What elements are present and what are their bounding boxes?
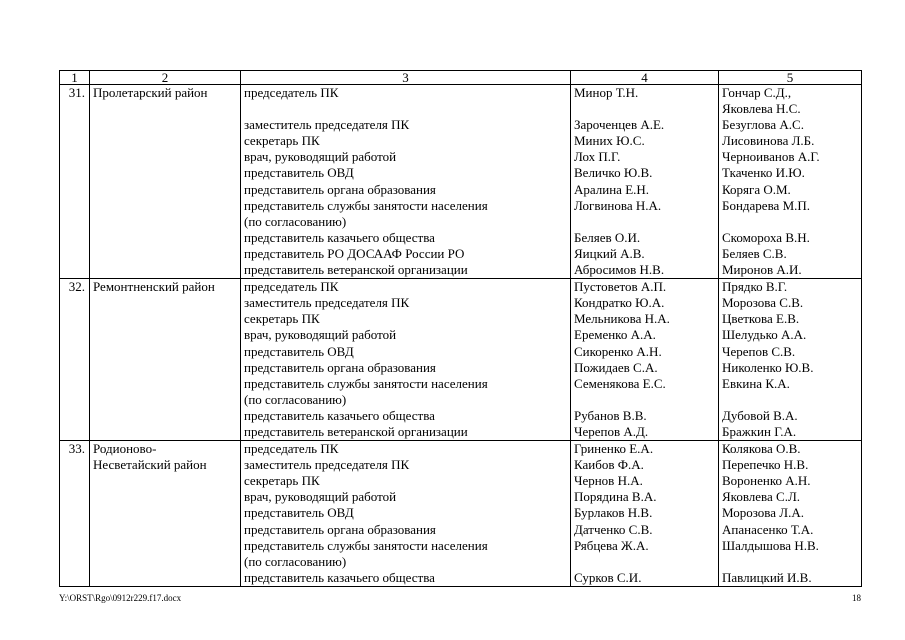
deputy-name: Вороненко А.Н.: [722, 473, 811, 489]
cell-members: [571, 85, 719, 279]
position-title: представитель службы занятости населения: [244, 197, 488, 213]
header-cell-member: 4: [571, 71, 719, 85]
member-name: Черепов А.Д.: [574, 423, 649, 439]
district-name: Родионово-: [93, 441, 157, 457]
deputy-name: Скомороха В.Н.: [722, 229, 810, 245]
position-title: (по согласованию): [244, 391, 347, 407]
position-title: заместитель председателя ПК: [244, 457, 410, 473]
member-name: Чернов Н.А.: [574, 473, 643, 489]
deputy-name: Безуглова А.С.: [722, 117, 804, 133]
member-name: Семенякова Е.С.: [574, 375, 666, 391]
cell-deputies: [719, 441, 862, 587]
member-name: Порядина В.А.: [574, 489, 657, 505]
cell-district: [90, 441, 241, 587]
member-name: Бурлаков Н.В.: [574, 505, 653, 521]
deputy-name: Черепов С.В.: [722, 343, 796, 359]
position-title: секретарь ПК: [244, 311, 320, 327]
position-title: представитель органа образования: [244, 359, 436, 375]
deputy-name: [722, 392, 858, 408]
table-row: [60, 441, 862, 587]
member-name: [574, 392, 715, 408]
position-title: представитель ОВД: [244, 343, 354, 359]
position-title: представитель РО ДОСААФ России РО: [244, 245, 465, 261]
member-name: Минор Т.Н.: [574, 85, 639, 100]
position-title: председатель ПК: [244, 279, 339, 295]
header-cell-position: 3: [241, 71, 571, 85]
cell-positions: [241, 85, 571, 279]
member-name: Величко Ю.В.: [574, 165, 653, 181]
deputy-name: Морозова С.В.: [722, 295, 804, 311]
position-title: врач, руководящий работой: [244, 327, 397, 343]
deputy-name: Шалдышова Н.В.: [722, 537, 819, 553]
deputy-name: Ткаченко И.Ю.: [722, 165, 805, 181]
member-name: [574, 214, 715, 230]
member-name: Аралина Е.Н.: [574, 181, 650, 197]
member-name: Датченко С.В.: [574, 521, 653, 537]
deputy-name: Николенко Ю.В.: [722, 359, 814, 375]
member-name: Пустоветов А.П.: [574, 279, 667, 295]
member-name: Сурков С.И.: [574, 569, 642, 585]
member-name: Гриненко Е.А.: [574, 441, 654, 457]
row-number: 32.: [60, 279, 90, 441]
header-cell-num: 1: [60, 71, 90, 85]
header-cell-deputy: 5: [719, 71, 862, 85]
cell-deputies: [719, 85, 862, 279]
district-name: Ремонтненский район: [93, 279, 215, 295]
position-title: секретарь ПК: [244, 473, 320, 489]
deputy-name: Коряга О.М.: [722, 181, 791, 197]
cell-deputies: [719, 279, 862, 441]
deputy-name: [722, 214, 858, 230]
position-title: представитель органа образования: [244, 521, 436, 537]
footer-page-number: 18: [852, 593, 861, 603]
deputy-name: Прядко В.Г.: [722, 279, 788, 295]
header-cell-district: 2: [90, 71, 241, 85]
member-name: Рябцева Ж.А.: [574, 537, 649, 553]
position-title: представитель ОВД: [244, 505, 354, 521]
deputy-name: Павлицкий И.В.: [722, 569, 812, 585]
deputy-name: Апанасенко Т.А.: [722, 521, 814, 537]
member-name: Миних Ю.С.: [574, 133, 645, 149]
deputy-name: Морозова Л.А.: [722, 505, 804, 521]
deputy-name: Яковлева С.Л.: [722, 489, 801, 505]
footer-file-path: Y:\ORST\Rgo\0912r229.f17.docx: [59, 593, 182, 603]
position-title: секретарь ПК: [244, 133, 320, 149]
cell-district: [90, 279, 241, 441]
deputy-name: Беляев С.В.: [722, 245, 787, 261]
deputy-name: Бондарева М.П.: [722, 197, 811, 213]
member-name: [574, 101, 715, 117]
deputy-name: Евкина К.А.: [722, 375, 790, 391]
deputy-name: [722, 554, 858, 570]
deputy-name: Шелудько А.А.: [722, 327, 807, 343]
cell-positions: [241, 279, 571, 441]
position-title: представитель казачьего общества: [244, 407, 435, 423]
position-title: представитель казачьего общества: [244, 569, 435, 585]
member-name: Каибов Ф.А.: [574, 457, 644, 473]
member-name: Зароченцев А.Е.: [574, 117, 665, 133]
position-title: врач, руководящий работой: [244, 489, 397, 505]
deputy-name: Лисовинова Л.Б.: [722, 133, 815, 149]
member-name: Логвинова Н.А.: [574, 197, 662, 213]
member-name: [574, 554, 715, 570]
member-name: Мельникова Н.А.: [574, 311, 670, 327]
cell-members: [571, 279, 719, 441]
member-name: Рубанов В.В.: [574, 407, 647, 423]
header-row: [60, 71, 862, 85]
deputy-name: Бражкин Г.А.: [722, 423, 797, 439]
member-name: Беляев О.И.: [574, 229, 641, 245]
deputy-name: Цветкова Е.В.: [722, 311, 800, 327]
deputy-name: Черноиванов А.Г.: [722, 149, 820, 165]
cell-positions: [241, 441, 571, 587]
deputy-name: Перепечко Н.В.: [722, 457, 809, 473]
position-title: представитель органа образования: [244, 181, 436, 197]
member-name: Яицкий А.В.: [574, 245, 645, 261]
position-title: врач, руководящий работой: [244, 149, 397, 165]
table-row: [60, 279, 862, 441]
position-title: представитель ветеранской организации: [244, 423, 468, 439]
position-title: (по согласованию): [244, 553, 347, 569]
position-title: представитель службы занятости населения: [244, 375, 488, 391]
position-title: председатель ПК: [244, 441, 339, 457]
member-name: Сикоренко А.Н.: [574, 343, 662, 359]
position-title: представитель службы занятости населения: [244, 537, 488, 553]
deputy-name: Миронов А.И.: [722, 262, 802, 278]
deputy-name: Гончар С.Д.,: [722, 85, 792, 100]
position-title: [244, 101, 567, 117]
deputy-name: Колякова О.В.: [722, 441, 801, 457]
member-name: Кондратко Ю.А.: [574, 295, 665, 311]
position-title: заместитель председателя ПК: [244, 117, 410, 133]
deputy-name: Яковлева Н.С.: [722, 101, 801, 117]
table-row: [60, 85, 862, 279]
position-title: заместитель председателя ПК: [244, 295, 410, 311]
member-name: Лох П.Г.: [574, 149, 621, 165]
row-number: 31.: [60, 85, 90, 279]
position-title: представитель казачьего общества: [244, 229, 435, 245]
member-name: Пожидаев С.А.: [574, 359, 658, 375]
position-title: представитель ветеранской организации: [244, 262, 468, 278]
position-title: представитель ОВД: [244, 165, 354, 181]
cell-members: [571, 441, 719, 587]
position-title: председатель ПК: [244, 85, 339, 100]
member-name: Еременко А.А.: [574, 327, 656, 343]
row-number: 33.: [60, 441, 90, 587]
district-name: Несветайский район: [93, 457, 207, 473]
deputy-name: Дубовой В.А.: [722, 407, 798, 423]
member-name: Абросимов Н.В.: [574, 262, 665, 278]
position-title: (по согласованию): [244, 213, 347, 229]
district-name: Пролетарский район: [93, 85, 208, 100]
cell-district: [90, 85, 241, 279]
commission-table: [59, 70, 862, 587]
